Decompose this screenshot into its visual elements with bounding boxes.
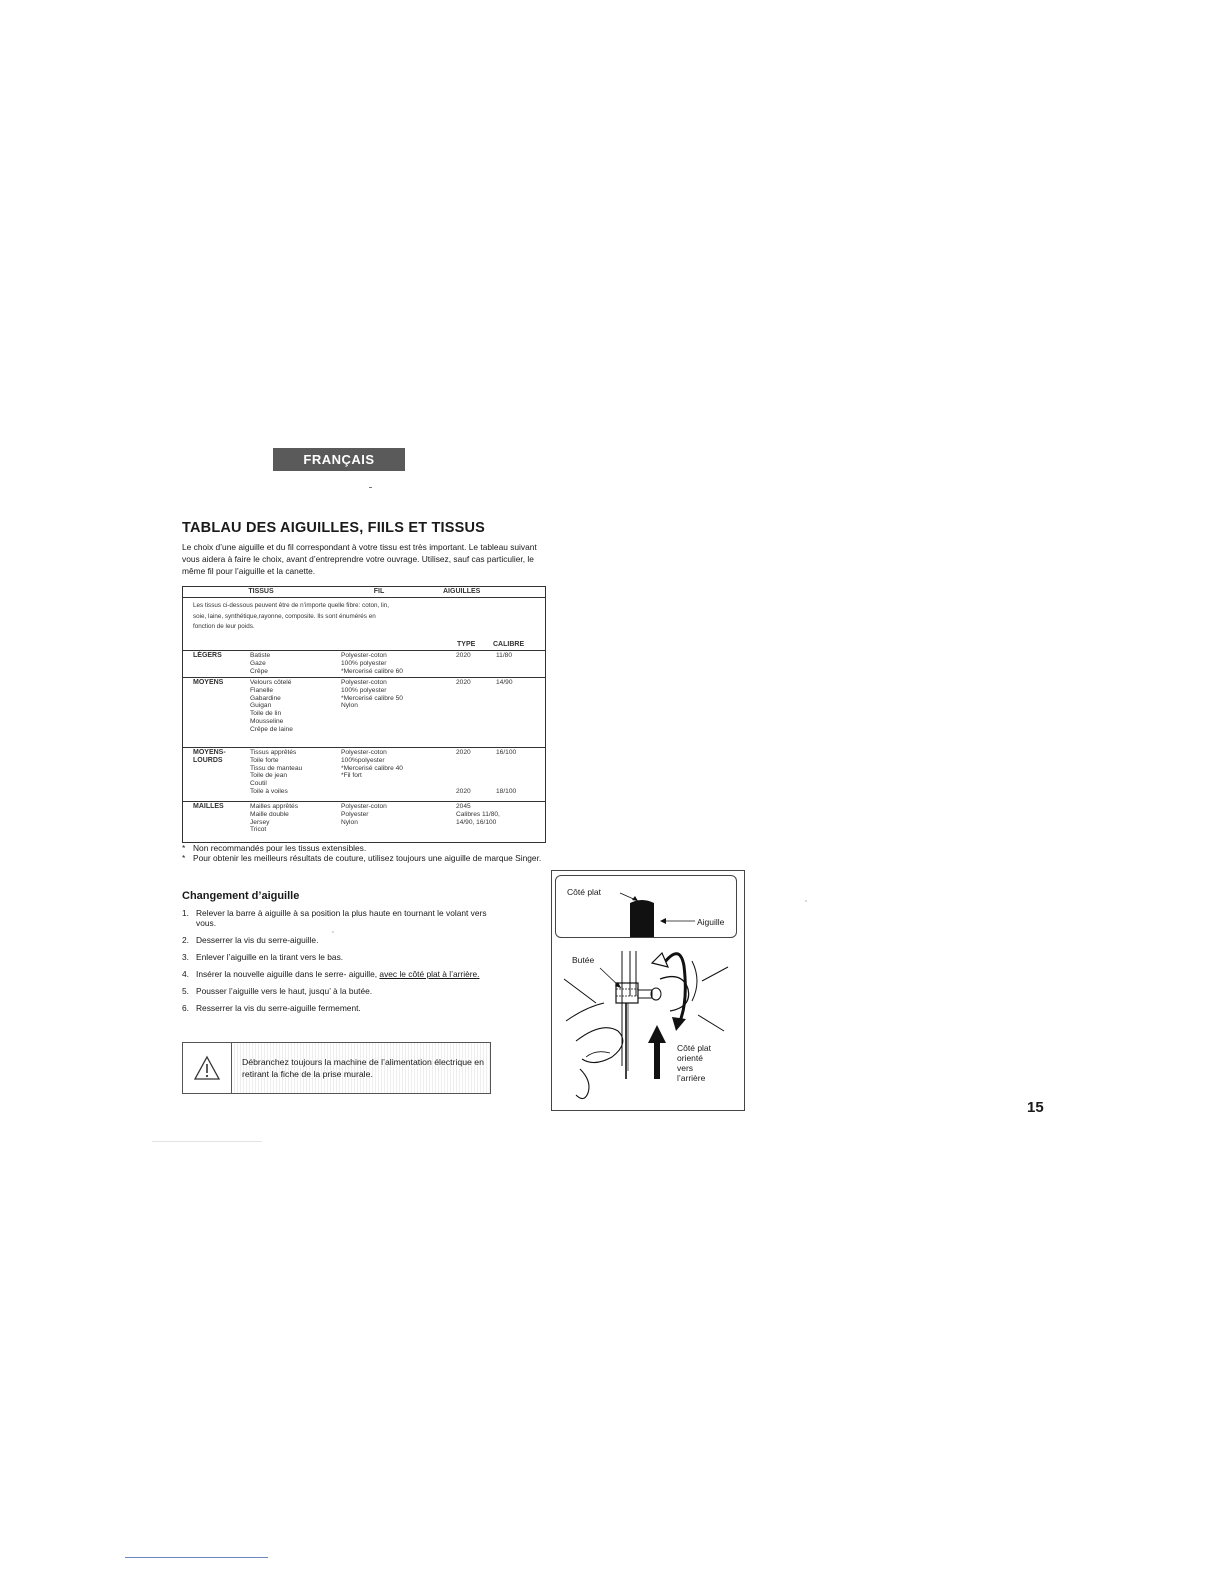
step-item — [182, 952, 502, 962]
fabric-item: Mousseline — [250, 717, 284, 725]
fabric-item: Gabardine — [250, 694, 281, 702]
row-category: MOYENS — [193, 679, 224, 686]
header-tissus: TISSUS — [248, 588, 274, 595]
language-banner: FRANÇAIS — [273, 448, 405, 471]
fabric-item: Crêpe — [250, 667, 268, 675]
warning-triangle-icon — [193, 1055, 221, 1081]
intro-paragraph: Le choix d’une aiguille et du fil correspondant à votre tissu est très important. Le tableau suivant vous aidera à faire le choix, avant d’entreprendre votre ouvrage. Utilisez, sauf cas particulier, le même fil pour l’aiguille et la canette. — [182, 542, 537, 576]
needle-change-figure — [551, 870, 745, 1111]
speck — [805, 900, 807, 902]
section-title: Changement d’aiguille — [182, 890, 300, 902]
thread-item: Polyester-coton — [341, 652, 387, 659]
subheader-calibre: CALIBRE — [493, 641, 525, 649]
footnote-text: Non recommandés pour les tissus extensibles. — [193, 843, 367, 853]
fabric-item: Toile à voiles — [250, 787, 288, 795]
fabric-item: Jersey — [250, 818, 270, 826]
step-item — [182, 908, 502, 928]
step-item — [182, 986, 502, 996]
stray-mark — [369, 487, 372, 488]
step-item — [182, 969, 502, 979]
warning-text: Débranchez toujours la machine de l’alimentation électrique en retirant la fiche de la prise murale. — [232, 1043, 490, 1093]
fabric-list — [250, 803, 298, 834]
thread-list — [341, 679, 403, 710]
step-text-plain: Insérer la nouvelle aiguille dans le serre- aiguille, — [196, 969, 380, 979]
footnote-mark: * — [182, 853, 186, 863]
step-text: Pousser l’aiguille vers le haut, jusqu’ à la butée. — [196, 986, 373, 996]
faint-rule — [152, 1141, 262, 1142]
thread-item: Polyester-coton — [341, 803, 387, 810]
step-text: Enlever l’aiguille en la tirant vers le bas. — [196, 952, 344, 962]
page-number: 15 — [1027, 1099, 1044, 1116]
thread-item: *Mercerisé calibre 60 — [341, 667, 403, 675]
fabric-list — [250, 652, 270, 675]
footnotes — [182, 843, 548, 863]
label-stop: Butée — [572, 955, 595, 965]
calibre-item: 11/80 — [496, 652, 513, 659]
fabric-item: Toile de jean — [250, 772, 288, 780]
bottom-rule — [125, 1557, 268, 1558]
table-row — [183, 678, 545, 748]
label-needle: Aiguille — [697, 917, 725, 927]
speck — [332, 931, 334, 933]
calibre-list — [496, 652, 512, 660]
type-item: 2045 — [456, 803, 471, 810]
step-number: 5. — [182, 986, 189, 996]
step-text-underlined: avec le côté plat à l’arrière. — [379, 969, 480, 979]
thread-item: 100% polyester — [341, 659, 387, 667]
warning-icon-cell — [183, 1043, 232, 1093]
thread-item: 100% polyester — [341, 686, 387, 694]
step-text — [196, 969, 480, 979]
type-item: Calibres 11/80, — [456, 810, 500, 818]
fabric-item: Gaze — [250, 659, 266, 667]
type-list — [456, 652, 471, 660]
step-number: 4. — [182, 969, 189, 979]
thread-list — [341, 749, 403, 780]
thread-item: Polyester — [341, 810, 369, 818]
footnote — [182, 843, 548, 853]
type-list — [456, 679, 471, 687]
header-aiguilles: AIGUILLES — [443, 588, 481, 595]
type-item: 14/90, 16/100 — [456, 818, 497, 826]
table-row — [183, 802, 545, 842]
thread-item: 100%polyester — [341, 756, 385, 764]
calibre-list — [496, 679, 513, 687]
subheader-type: TYPE — [457, 641, 476, 649]
step-number: 3. — [182, 952, 189, 962]
fabric-item: Tricot — [250, 826, 267, 834]
thread-item: Polyester-coton — [341, 749, 387, 756]
type-item: 2020 — [456, 749, 471, 756]
step-text: Resserrer la vis du serre-aiguille fermement. — [196, 1003, 361, 1013]
calibre-item: 16/100 — [496, 749, 517, 756]
label-flat-side: Côté plat — [567, 887, 602, 897]
table-note: Les tissus ci-dessous peuvent être de n’importe quelle fibre: coton, lin, soie, laine, synthétique,rayonne, composite. Ils sont énumérés en fonction de leur poids. — [193, 602, 390, 630]
type-list — [456, 749, 471, 796]
table-header — [183, 587, 545, 598]
step-text: Desserrer la vis du serre-aiguille. — [196, 935, 319, 945]
fabric-list — [250, 679, 293, 734]
fabric-list — [250, 749, 302, 796]
type-list — [456, 803, 500, 826]
thread-list — [341, 803, 387, 826]
thread-list — [341, 652, 403, 675]
fabric-item: Toile de lin — [250, 710, 282, 718]
footnote-text: Pour obtenir les meilleurs résultats de couture, utilisez toujours une aiguille de marque Singer. — [193, 853, 542, 863]
label-flat-side-back: Côté plat orienté vers l’arrière — [677, 1043, 712, 1083]
needle-thread-fabric-table — [182, 586, 546, 843]
step-number: 2. — [182, 935, 189, 945]
header-fil: FIL — [373, 588, 385, 595]
thread-item: *Fil fort — [341, 772, 362, 780]
step-text: Relever la barre à aiguille à sa position la plus haute en tournant le volant vers vous. — [196, 908, 487, 928]
type-item: 2020 — [456, 787, 471, 795]
fabric-item: Batiste — [250, 652, 271, 659]
fabric-item: Crêpe de laine — [250, 725, 293, 733]
calibre-list — [496, 749, 516, 796]
warning-box — [182, 1042, 491, 1094]
table-note-row — [183, 598, 545, 651]
footnote — [182, 853, 548, 863]
fabric-item: Coutil — [250, 780, 267, 788]
row-category: LÉGERS — [193, 652, 222, 659]
step-number: 1. — [182, 908, 189, 918]
step-item — [182, 935, 502, 945]
type-item: 2020 — [456, 652, 471, 659]
fabric-item: Mailles apprêtés — [250, 803, 299, 810]
thread-item: Nylon — [341, 818, 358, 826]
fabric-item: Maille double — [250, 810, 289, 818]
row-category: MOYENS-LOURDS — [193, 749, 226, 764]
thread-item: Polyester-coton — [341, 679, 387, 686]
thread-item: *Mercerisé calibre 50 — [341, 694, 403, 702]
footnote-mark: * — [182, 843, 186, 853]
fabric-item: Flanelle — [250, 686, 274, 694]
fabric-item: Guigan — [250, 702, 272, 710]
thread-item: *Mercerisé calibre 40 — [341, 764, 403, 772]
fabric-item: Toile forte — [250, 756, 279, 764]
thread-item: Nylon — [341, 702, 358, 710]
step-number: 6. — [182, 1003, 189, 1013]
fabric-item: Tissus apprêtés — [250, 749, 297, 756]
calibre-item: 14/90 — [496, 679, 513, 686]
table-row — [183, 651, 545, 678]
type-item: 2020 — [456, 679, 471, 686]
fabric-item: Velours côtelé — [250, 679, 292, 686]
page-title: TABLAU DES AIGUILLES, FIILS ET TISSUS — [182, 520, 486, 536]
fabric-item: Tissu de manteau — [250, 764, 303, 772]
table-row — [183, 748, 545, 802]
calibre-item: 18/100 — [496, 787, 517, 795]
step-item — [182, 1003, 502, 1013]
steps-list — [182, 908, 502, 1020]
row-category: MAILLES — [193, 803, 224, 810]
